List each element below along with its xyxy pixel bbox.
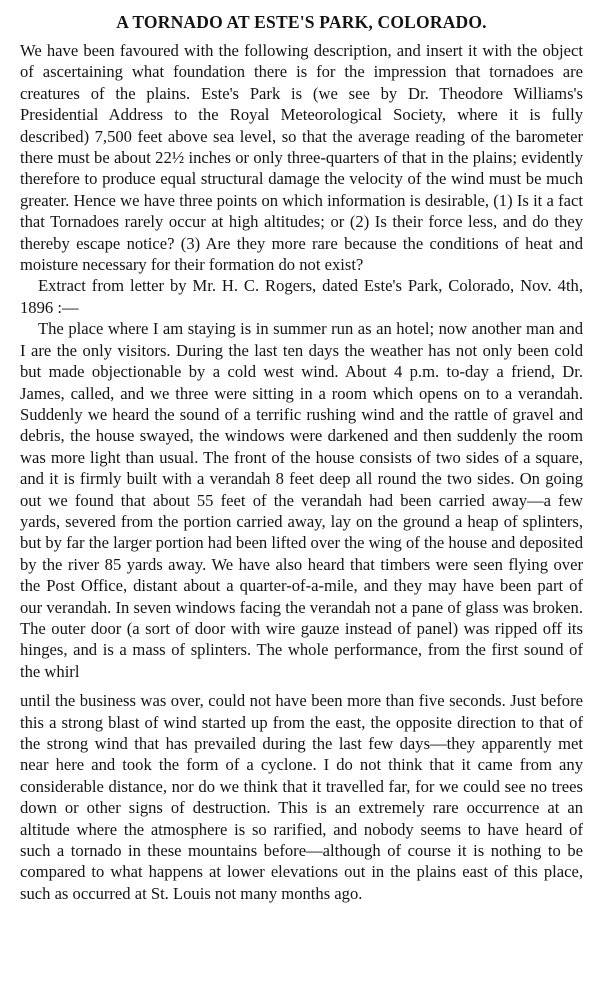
- article: [20, 10, 583, 904]
- article-title: A TORNADO AT ESTE'S PARK, COLORADO.: [116, 12, 487, 32]
- letter-paragraph-part-1: The place where I am staying is in summer run as an hotel; now another man and I are the only visitors. During the last ten days the weather has not only been cold but made objectionable by a cold west wind. About 4 p.m. to-day a friend, Dr. James, called, and we three were sitting in a room which opens on to a verandah. Suddenly we heard the sound of a terrific rushing wind and the rattle of gravel and debris, the house swayed, the windows were darkened and then suddenly the room was more light than usual. The front of the house consists of two sides of a square, and it is firmly built with a verandah 8 feet deep all round the two sides. On going out we found that about 55 feet of the verandah had been carried away—a few yards, severed from the portion carried away, lay on the ground a heap of splinters, but by far the larger portion had been lifted over the wing of the house and deposited by the river 85 yards away. We have also heard that timbers were seen flying over the Post Office, distant about a quarter-of-a-mile, and they may have been part of our verandah. In seven windows facing the verandah not a pane of glass was broken. The outer door (a sort of door with wire gauze instead of panel) was ripped off its hinges, and is a mass of splinters. The whole performance, from the first sound of the whirl: [20, 319, 583, 681]
- letter-paragraph-part-2: until the business was over, could not have been more than five seconds. Just before this a strong blast of wind started up from the east, the opposite direction to that of the strong wind that has prevailed during the last few days—they apparently met near here and took the form of a cyclone. I do not think that it came from any considerable distance, nor do we think that it travelled far, for we could see no trees down or other signs of destruction. This is an extremely rare occurrence at an altitude where the atmosphere is so rarified, and nobody seems to have heard of such a tornado in these mountains before—although of course it is nothing to be compared to what happens at lower elevations out in the plains east of this place, such as occurred at St. Louis not many months ago.: [20, 691, 583, 903]
- extract-line: Extract from letter by Mr. H. C. Rogers, dated Este's Park, Colorado, Nov. 4th, 1896 :—: [20, 276, 583, 317]
- intro-paragraph: We have been favoured with the following description, and insert it with the object of ascertaining what foundation there is for the impression that tornadoes are creatures of the plains. Este's Park is (we see by Dr. Theodore Williams's Presidential Address to the Royal Meteorological Society, where it is fully described) 7,500 feet above sea level, so that the average reading of the barometer there must be about 22½ inches or only three-quarters of that in the plains; evidently therefore to produce equal structural damage the velocity of the wind must be much greater. Hence we have three points on which information is desirable, (1) Is it a fact that Tornadoes rarely occur at high altitudes; or (2) Is their force less, and do they thereby escape notice? (3) Are they more rare because the conditions of heat and moisture necessary for their formation do not exist?: [20, 41, 583, 275]
